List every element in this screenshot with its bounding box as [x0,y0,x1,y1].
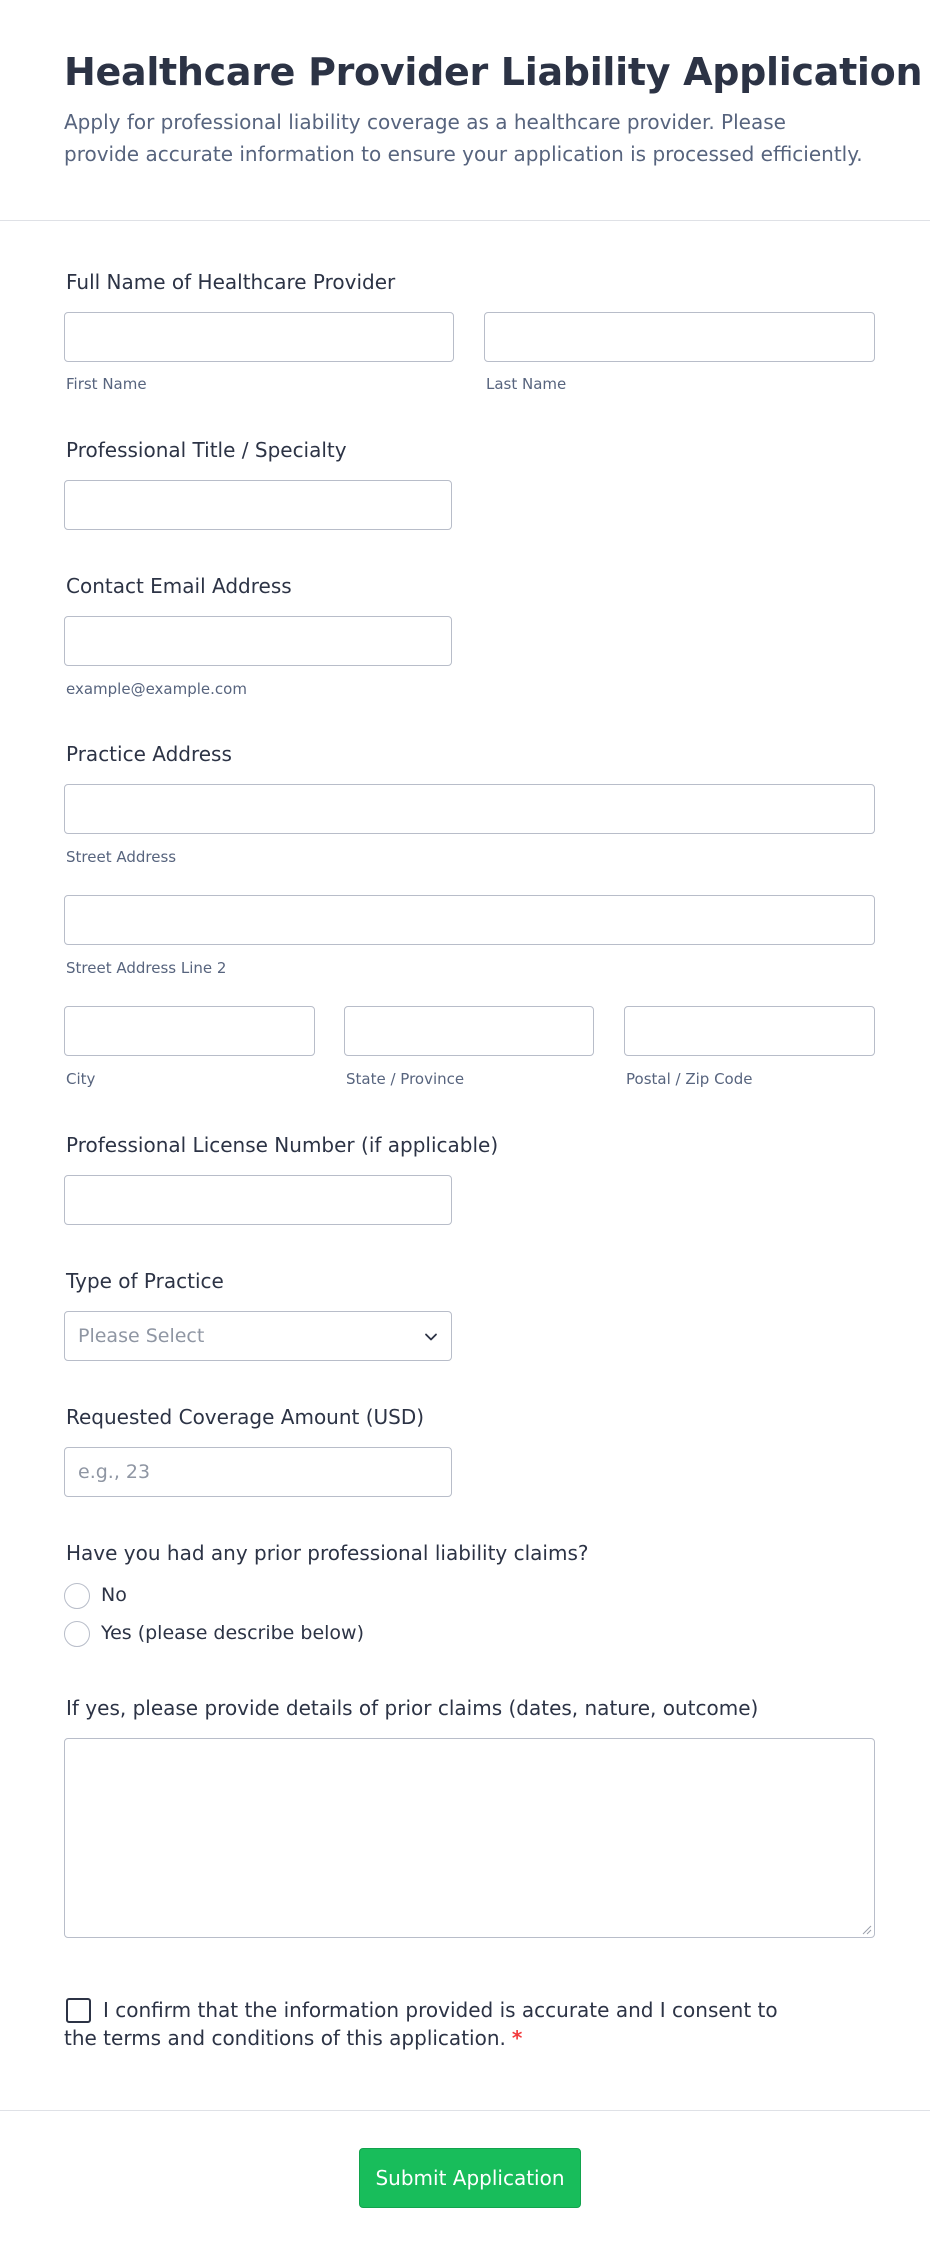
page-title: Healthcare Provider Liability Application [64,50,923,94]
street-address-line2-input[interactable] [64,895,875,945]
practice-type-select[interactable] [64,1311,452,1361]
submit-application-button[interactable]: Submit Application [359,2148,581,2208]
street-address-line2-sublabel: Street Address Line 2 [66,959,227,977]
resize-grip-icon[interactable] [860,1923,872,1935]
claims-details-textarea[interactable] [64,1738,875,1938]
page-description: Apply for professional liability coverage as a healthcare provider. Please provide accurate information to ensure your application is processed efficiently. [64,110,863,166]
first-name-input[interactable] [64,312,454,362]
email-label: Contact Email Address [66,574,292,598]
license-label: Professional License Number (if applicable) [66,1133,499,1157]
radio-button[interactable] [64,1583,90,1609]
prior-claims-label: Have you had any prior professional liability claims? [66,1541,589,1565]
coverage-amount-label: Requested Coverage Amount (USD) [66,1405,425,1429]
last-name-sublabel: Last Name [486,375,567,393]
claims-details-label: If yes, please provide details of prior claims (dates, nature, outcome) [66,1696,759,1720]
form-header [0,0,930,221]
city-input[interactable] [64,1006,315,1056]
radio-label: Yes (please describe below) [101,1622,365,1644]
first-name-sublabel: First Name [66,375,147,393]
email-sublabel: example@example.com [66,680,247,698]
state-province-input[interactable] [344,1006,594,1056]
full-name-label: Full Name of Healthcare Provider [66,270,396,294]
postal-zip-input[interactable] [624,1006,875,1056]
title-specialty-label: Professional Title / Specialty [66,438,347,462]
practice-type-selected-value: Please Select [78,1325,205,1347]
practice-type-label: Type of Practice [66,1269,224,1293]
coverage-amount-input[interactable] [64,1447,452,1497]
license-number-input[interactable] [64,1175,452,1225]
radio-label: No [101,1584,127,1606]
email-input[interactable] [64,616,452,666]
city-sublabel: City [66,1070,96,1088]
consent-text [64,1996,804,2052]
footer-divider [0,2110,930,2111]
state-province-sublabel: State / Province [346,1070,465,1088]
street-address-sublabel: Street Address [66,848,177,866]
street-address-input[interactable] [64,784,875,834]
last-name-input[interactable] [484,312,875,362]
consent-label: I confirm that the information provided is accurate and I consent to the terms and conditions of this application. [64,1998,778,2050]
title-specialty-input[interactable] [64,480,452,530]
required-asterisk: * [511,2026,523,2050]
radio-button[interactable] [64,1621,90,1647]
postal-zip-sublabel: Postal / Zip Code [626,1070,753,1088]
chevron-down-icon [423,1329,439,1345]
practice-address-label: Practice Address [66,742,232,766]
